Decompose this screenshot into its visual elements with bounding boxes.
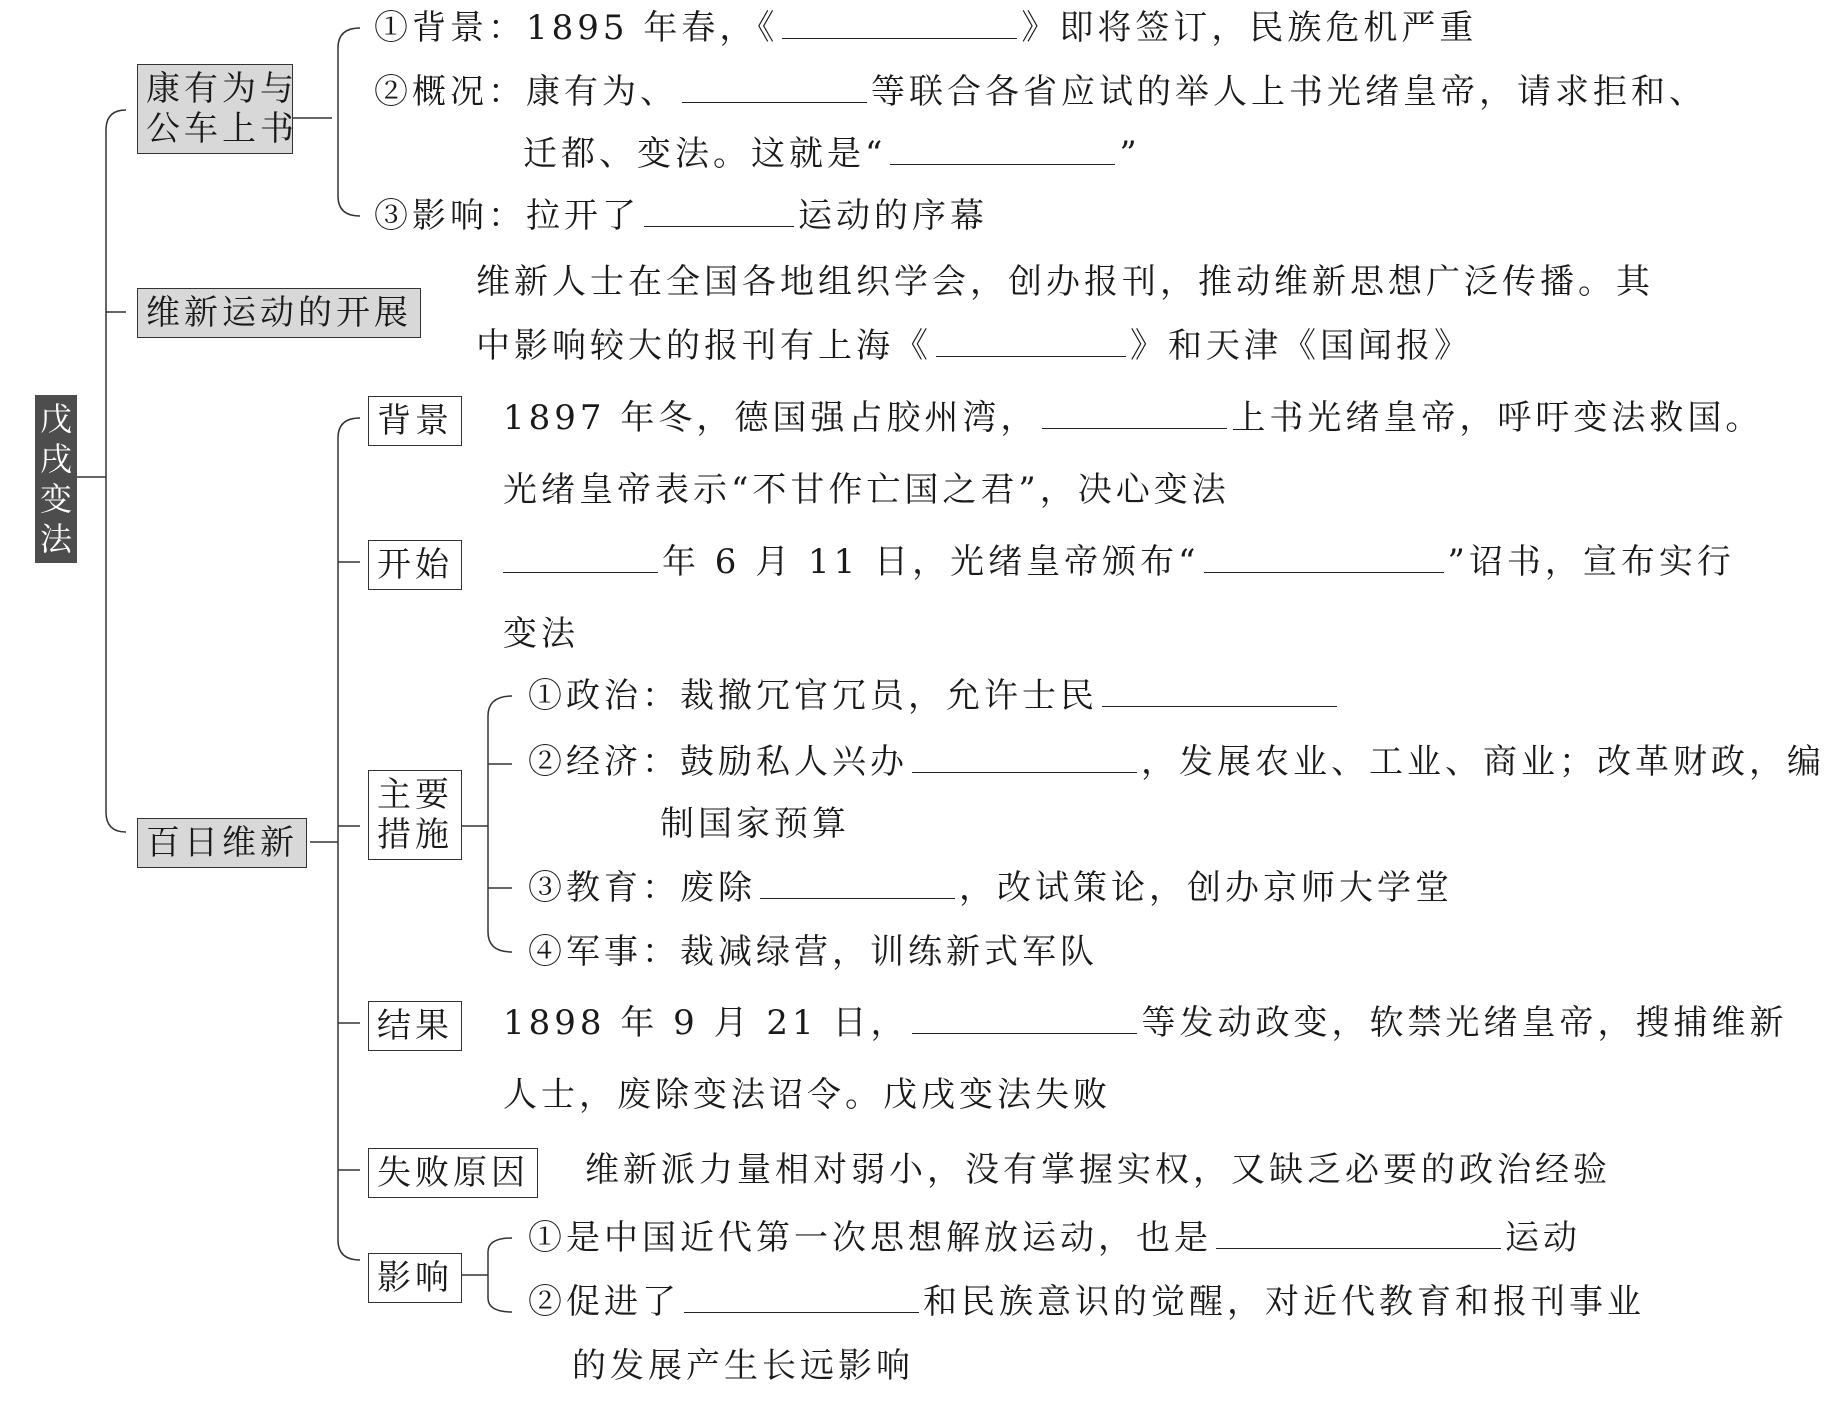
fill-blank[interactable] [682, 72, 867, 103]
item-text: 维新派力量相对弱小，没有掌握实权，又缺乏必要的政治经验 [585, 1150, 1611, 1190]
s3-result-line2 [503, 1075, 1111, 1115]
item-text: 和民族意识的觉醒，对近代教育和报刊事业 [923, 1282, 1645, 1322]
root-char: 戌 [39, 440, 72, 478]
s3-result-line1 [503, 1003, 1787, 1043]
node-kang-youwei-petition [137, 64, 298, 154]
fill-blank[interactable] [1216, 1218, 1501, 1249]
item-text: 鼓励私人兴办 [680, 742, 908, 782]
s1-background [374, 8, 1477, 48]
s1-impact [374, 196, 988, 236]
item-text: 等联合各省应试的举人上书光绪皇帝，请求拒和、 [871, 72, 1707, 112]
impact-2-cont [572, 1346, 914, 1386]
item-label: ②概况： [374, 72, 526, 112]
item-text: 运动的序幕 [798, 196, 988, 236]
fill-blank[interactable] [912, 742, 1137, 773]
s3-bg-line1 [503, 398, 1763, 438]
label-text: 主要 [377, 775, 453, 815]
item-text: 运动 [1505, 1218, 1581, 1258]
item-text: 拉开了 [526, 196, 640, 236]
label-impact [368, 1253, 462, 1303]
measure-economy [528, 742, 1825, 782]
label-failure-reasons [368, 1148, 538, 1198]
node-hundred-days-reform [137, 818, 307, 868]
label-text: 措施 [377, 815, 453, 855]
item-label: ③影响： [374, 196, 526, 236]
label-text: 影响 [377, 1258, 453, 1298]
fill-blank[interactable] [1204, 542, 1444, 573]
fill-blank[interactable] [1042, 398, 1227, 429]
fill-blank[interactable] [912, 1003, 1137, 1034]
item-text: 康有为、 [526, 72, 678, 112]
item-text: 人士，废除变法诏令。戊戌变法失败 [503, 1075, 1111, 1115]
s2-line2 [476, 326, 1472, 366]
label-result [368, 1001, 462, 1051]
item-text: ②促进了 [528, 1282, 680, 1322]
item-text: ，改试策论，创办京师大学堂 [959, 868, 1453, 908]
item-text: 迁都、变法。这就是“ [523, 134, 887, 174]
label-text: 开始 [377, 545, 453, 585]
node-title: 维新运动的开展 [146, 293, 412, 333]
s1-overview [374, 72, 1707, 112]
root-node-wuxu-reform [35, 395, 77, 563]
label-main-measures [368, 770, 462, 860]
fill-blank[interactable] [890, 134, 1115, 165]
node-title-line: 公车上书 [146, 109, 298, 149]
item-text: ”诏书，宣布实行 [1447, 542, 1735, 582]
item-text: 1895 年春，《 [526, 8, 779, 48]
fill-blank[interactable] [684, 1282, 919, 1313]
s3-start-line1 [503, 542, 1735, 582]
item-text: 》即将签订，民族危机严重 [1021, 8, 1478, 48]
fill-blank[interactable] [936, 326, 1126, 357]
item-text: 废除 [680, 868, 756, 908]
item-text: 制国家预算 [660, 804, 850, 844]
fill-blank[interactable] [503, 542, 658, 573]
item-label: ①政治： [528, 676, 680, 716]
fill-blank[interactable] [1102, 676, 1337, 707]
item-text: 年 6 月 11 日，光绪皇帝颁布“ [662, 542, 1200, 582]
measure-economy-cont [660, 804, 850, 844]
s3-start-line2 [503, 614, 579, 654]
item-text: 1897 年冬，德国强占胶州湾， [503, 398, 1039, 438]
impact-1 [528, 1218, 1581, 1258]
measure-education [528, 868, 1453, 908]
node-reform-movement-spread [137, 288, 421, 338]
label-text: 背景 [377, 401, 453, 441]
item-text: 变法 [503, 614, 579, 654]
root-char: 戊 [39, 400, 72, 438]
item-text: 光绪皇帝表示“不甘作亡国之君”，决心变法 [503, 470, 1230, 510]
root-char: 法 [39, 520, 72, 558]
label-text: 结果 [377, 1006, 453, 1046]
item-text: 》和天津《国闻报》 [1130, 326, 1472, 366]
s2-line1 [476, 262, 1654, 302]
item-text: 1898 年 9 月 21 日， [503, 1003, 909, 1043]
item-text: 的发展产生长远影响 [572, 1346, 914, 1386]
fill-blank[interactable] [782, 8, 1017, 39]
item-label: ②经济： [528, 742, 680, 782]
label-start [368, 540, 462, 590]
s3-failure-text [585, 1150, 1611, 1190]
node-title: 百日维新 [146, 823, 298, 863]
label-text: 失败原因 [377, 1153, 529, 1193]
item-text: ①是中国近代第一次思想解放运动，也是 [528, 1218, 1212, 1258]
item-text: ，发展农业、工业、商业；改革财政，编 [1141, 742, 1825, 782]
measure-military [528, 932, 1098, 972]
item-text: 裁减绿营，训练新式军队 [680, 932, 1098, 972]
item-text: 中影响较大的报刊有上海《 [476, 326, 932, 366]
label-background [368, 396, 462, 446]
root-char: 变 [39, 480, 72, 518]
fill-blank[interactable] [644, 196, 794, 227]
s1-overview-cont [523, 134, 1141, 174]
item-label: ①背景： [374, 8, 526, 48]
measure-politics [528, 676, 1341, 716]
impact-2 [528, 1282, 1645, 1322]
item-label: ③教育： [528, 868, 680, 908]
item-text: 维新人士在全国各地组织学会，创办报刊，推动维新思想广泛传播。其 [476, 262, 1654, 302]
s3-bg-line2 [503, 470, 1230, 510]
item-text: ” [1119, 134, 1141, 174]
node-title-line: 康有为与 [146, 69, 298, 109]
item-text: 上书光绪皇帝，呼吁变法救国。 [1231, 398, 1764, 438]
fill-blank[interactable] [760, 868, 955, 899]
item-text: 等发动政变，软禁光绪皇帝，搜捕维新 [1141, 1003, 1788, 1043]
item-text: 裁撤冗官冗员，允许士民 [680, 676, 1098, 716]
item-label: ④军事： [528, 932, 680, 972]
